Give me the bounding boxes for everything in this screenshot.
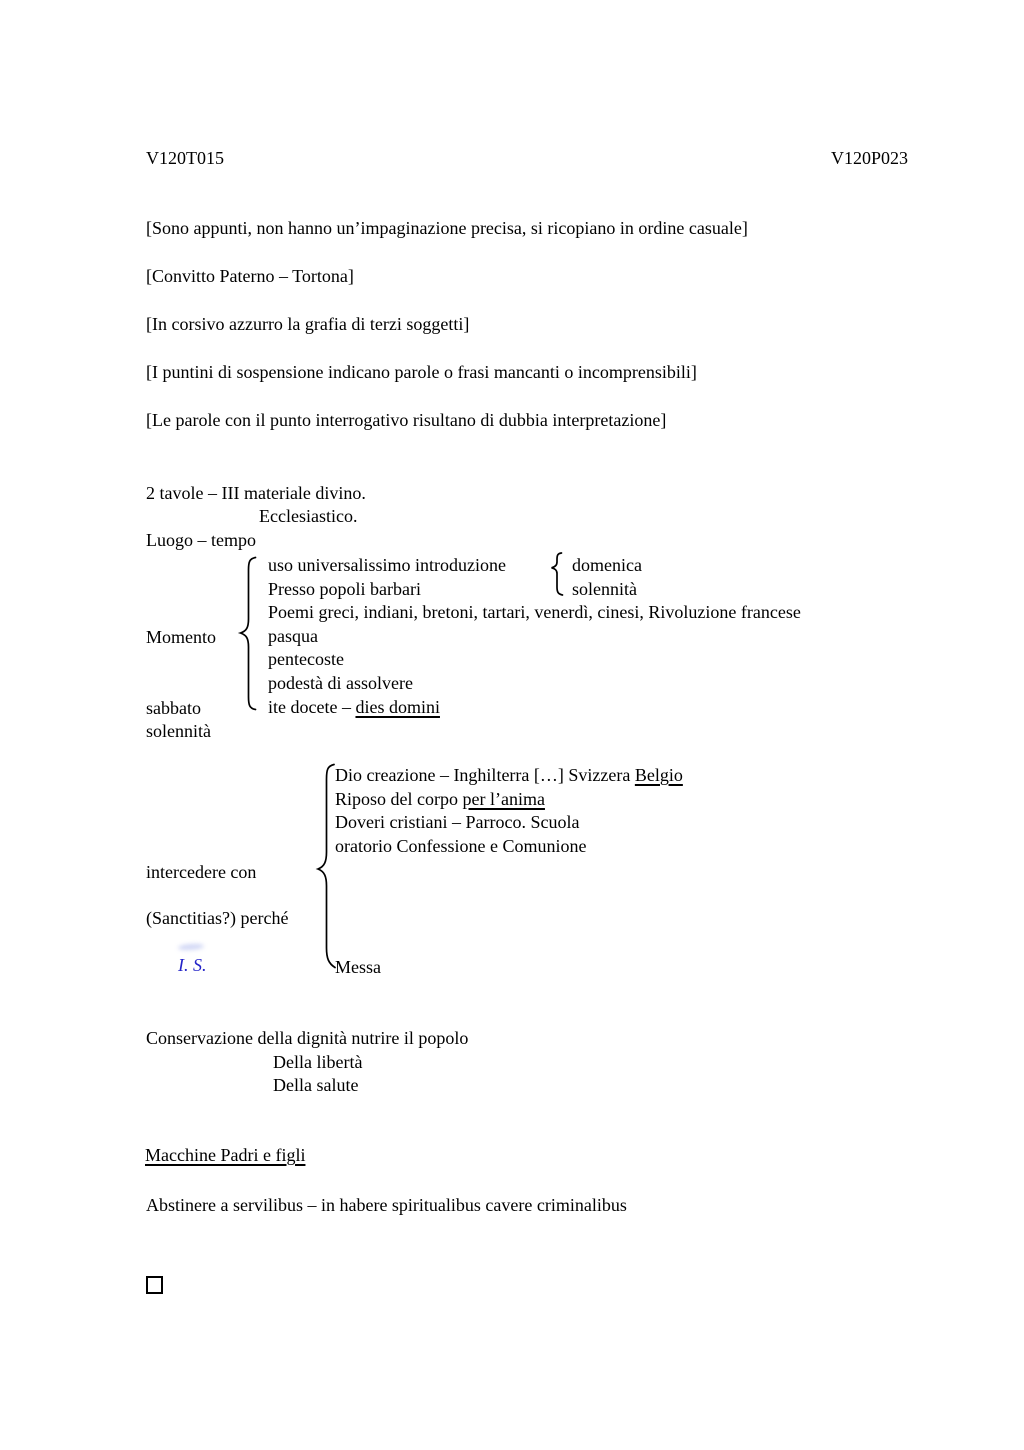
intercedere-item-text: Dio creazione – Inghilterra […] Svizzera xyxy=(335,765,635,785)
momento-item xyxy=(268,696,801,720)
messa-item: Messa xyxy=(335,957,381,977)
sanctitias-label: (Sanctitias?) perché xyxy=(146,908,289,928)
momento-label: Momento xyxy=(146,627,216,647)
domenica-sub-items xyxy=(572,554,642,601)
sabbato-label: sabbato xyxy=(146,698,201,718)
editorial-note: [Convitto Paterno – Tortona] xyxy=(146,266,354,286)
momento-item: pentecoste xyxy=(268,649,344,670)
intercedere-item: Doveri cristiani – Parroco. Scuola xyxy=(335,812,580,833)
intercedere-items xyxy=(335,764,683,858)
intercedere-item xyxy=(335,764,683,788)
intercedere-label: intercedere con xyxy=(146,862,257,882)
folio-code-right: V120P023 xyxy=(830,148,908,168)
intercedere-item xyxy=(335,788,683,812)
editorial-note: [In corsivo azzurro la grafia di terzi soggetti] xyxy=(146,314,470,334)
intercedere-brace-icon xyxy=(313,762,337,975)
intercedere-item: oratorio Confessione e Comunione xyxy=(335,835,587,856)
intercedere-item-text: Riposo del corpo xyxy=(335,788,463,809)
momento-items xyxy=(268,554,801,719)
solennita-label: solennità xyxy=(146,721,211,741)
sub-item-solennita: solennità xyxy=(572,578,637,599)
folio-code-left: V120T015 xyxy=(146,148,224,168)
momento-item: pasqua xyxy=(268,625,318,646)
momento-item: podestà di assolvere xyxy=(268,672,413,693)
intercedere-item-underlined-text: per l’anima xyxy=(462,788,545,809)
blue-ink-annotation: I. S. xyxy=(178,955,207,975)
luogo-tempo-line: Luogo – tempo xyxy=(146,530,256,550)
momento-item-underlined-text: dies domini xyxy=(355,696,440,717)
della-liberta-line: Della libertà xyxy=(273,1052,363,1072)
momento-item-text: ite docete – xyxy=(268,696,356,717)
sub-item-domenica: domenica xyxy=(572,555,642,575)
editorial-note: [I puntini di sospensione indicano parole o frasi mancanti o incomprensibili] xyxy=(146,362,697,382)
momento-left-brace-icon xyxy=(236,555,258,717)
domenica-brace-icon xyxy=(545,551,565,602)
editorial-note: [Le parole con il punto interrogativo risultano di dubbia interpretazione] xyxy=(146,410,667,430)
empty-box-glyph xyxy=(146,1276,163,1294)
tavole-line: 2 tavole – III materiale divino. xyxy=(146,483,366,503)
editorial-note: [Sono appunti, non hanno un’impaginazione precisa, si ricopiano in ordine casuale] xyxy=(146,218,748,238)
della-salute-line: Della salute xyxy=(273,1075,359,1095)
intercedere-item-underlined-text: Belgio xyxy=(634,765,683,785)
abstinere-line: Abstinere a servilibus – in habere spiritualibus cavere criminalibus xyxy=(146,1195,627,1215)
momento-item: Poemi greci, indiani, bretoni, tartari, venerdì, cinesi, Rivoluzione francese xyxy=(268,602,801,623)
ink-bleed-mark xyxy=(178,943,204,951)
conservazione-line: Conservazione della dignità nutrire il popolo xyxy=(146,1028,469,1048)
momento-item: uso universalissimo introduzione xyxy=(268,555,506,575)
momento-item: Presso popoli barbari xyxy=(268,578,421,599)
macchine-heading: Macchine Padri e figli xyxy=(145,1145,306,1165)
ecclesiastico-line: Ecclesiastico. xyxy=(259,506,358,526)
